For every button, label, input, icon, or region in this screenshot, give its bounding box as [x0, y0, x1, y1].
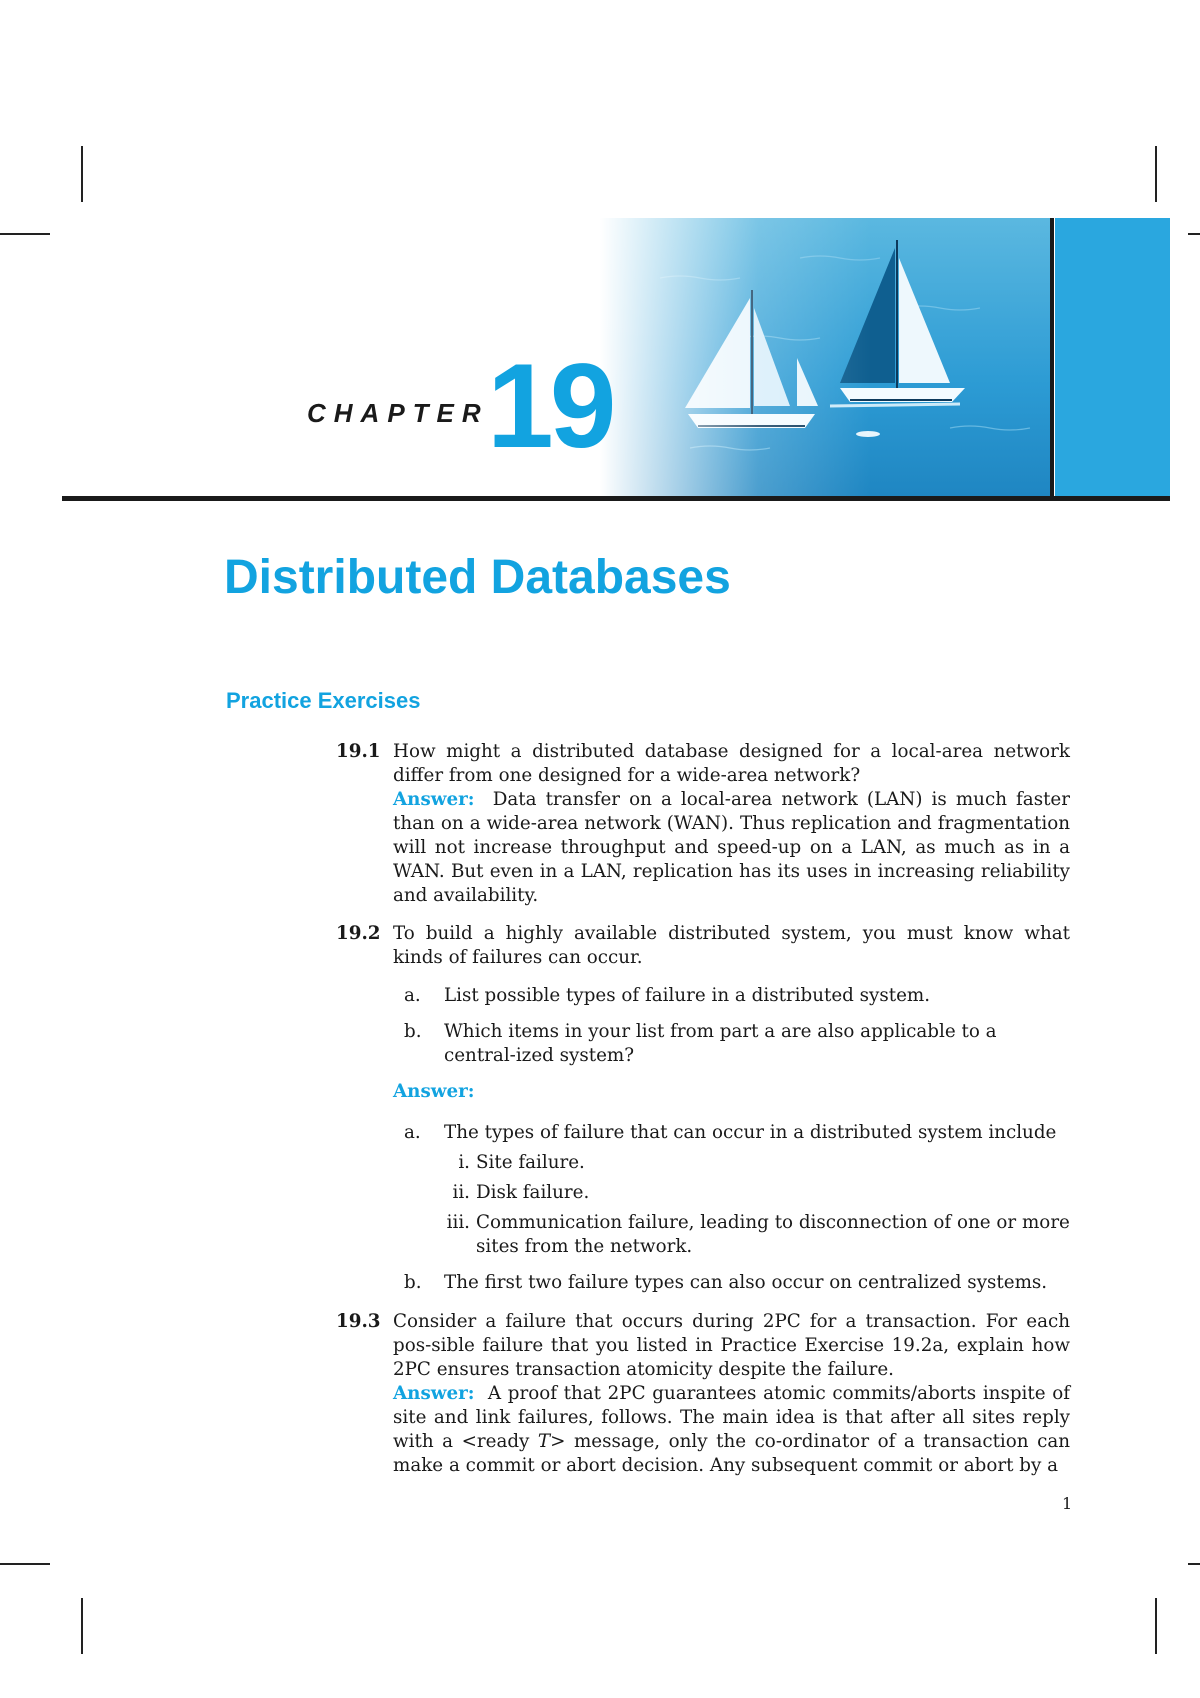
divider — [1050, 218, 1054, 498]
list-item: List possible types of failure in a distributed system. — [444, 985, 931, 1006]
list-item: The first two failure types can also occur on centralized systems. — [444, 1272, 1048, 1293]
sailboats-photo — [600, 218, 1052, 496]
list-label: a. — [404, 985, 421, 1006]
list-label: i. — [458, 1152, 470, 1173]
crop-mark — [0, 233, 50, 235]
answer-text: A proof that 2PC guarantees atomic commits/aborts inspite of site and link failures, follows. The main idea is that after all sites reply with a <ready — [393, 1383, 1070, 1452]
question-text: Consider a failure that occurs during 2PC for a transaction. For each pos-sible failure that you listed in Practice Exercise 19.2a, explain how 2PC ensures transaction atomicity despite the failure. — [393, 1311, 1070, 1380]
list-item: The types of failure that can occur in a distributed system include — [444, 1122, 1057, 1143]
exercise-answer — [393, 1382, 1070, 1478]
crop-mark — [1188, 233, 1200, 235]
exercise-question — [393, 740, 1070, 788]
list-item: Communication failure, leading to disconnection of one or more sites from the network. — [476, 1212, 1070, 1257]
exercise-question — [393, 922, 1070, 970]
answer-label: Answer: — [393, 1383, 475, 1404]
crop-mark — [81, 146, 83, 202]
chapter-tab — [1055, 218, 1170, 496]
question-text: To build a highly available distributed system, you must know what kinds of failures can occur. — [393, 923, 1070, 968]
divider — [62, 496, 1170, 501]
crop-mark — [81, 1598, 83, 1654]
chapter-label: CHAPTER — [307, 398, 489, 428]
answer-text: Data transfer on a local-area network (LAN) is much faster than on a wide-area network (WAN). Thus replication and fragmentation will not increase throughput and speed-up on a LAN, as much as in a WAN. But even in a LAN, replication has its uses in increasing reliability and availability. — [393, 789, 1070, 906]
crop-mark — [1155, 1598, 1157, 1654]
exercise-answer — [393, 788, 1070, 908]
page-number: 1 — [1062, 1494, 1073, 1513]
exercise-number: 19.3 — [336, 1311, 381, 1332]
list-item: Which items in your list from part a are also applicable to a central-ized system? — [444, 1021, 997, 1066]
answer-label: Answer: — [393, 789, 475, 810]
list-item: Site failure. — [476, 1152, 585, 1173]
crop-mark — [1155, 146, 1157, 202]
crop-mark — [0, 1563, 50, 1565]
list-label: b. — [404, 1021, 422, 1042]
section-heading: Practice Exercises — [226, 688, 421, 713]
question-text: How might a distributed database designed for a local-area network differ from one designed for a wide-area network? — [393, 741, 1070, 786]
exercise-question — [393, 1310, 1070, 1382]
list-item: Disk failure. — [476, 1182, 590, 1203]
list-label: ii. — [452, 1182, 470, 1203]
page-title: Distributed Databases — [224, 551, 731, 604]
answer-label: Answer: — [393, 1081, 475, 1102]
list-label: b. — [404, 1272, 422, 1293]
crop-mark — [1188, 1563, 1200, 1565]
exercise-number: 19.2 — [336, 923, 381, 944]
list-label: a. — [404, 1122, 421, 1143]
chapter-number: 19 — [487, 339, 613, 473]
answer-text: > message, only the co-ordinator of a transaction can make a commit or abort decision. Any subsequent commit or abort by a — [393, 1431, 1070, 1476]
exercise-number: 19.1 — [336, 741, 381, 762]
answer-variable: T — [537, 1431, 551, 1452]
list-label: iii. — [446, 1212, 470, 1233]
